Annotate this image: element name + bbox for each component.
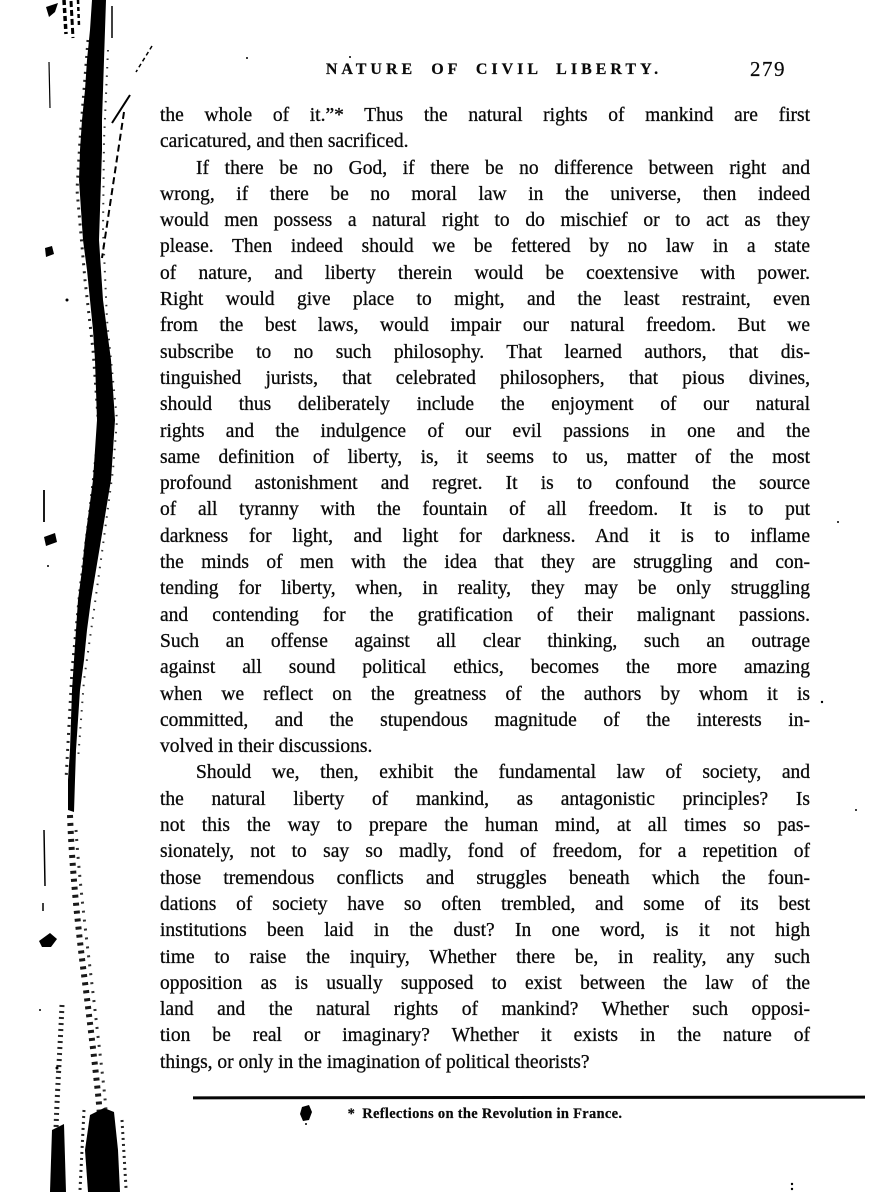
text-line: please. Then indeed should we be fettered by no law in a state bbox=[160, 236, 810, 258]
text-line: time to raise the inquiry, Whether there be, in reality, any such bbox=[160, 946, 810, 968]
text-line: committed, and the stupendous magnitude of the interests in- bbox=[160, 709, 810, 731]
text-line: subscribe to no such philosophy. That learned authors, that dis- bbox=[160, 341, 810, 363]
text-line: rights and the indulgence of our evil passions in one and the bbox=[160, 420, 810, 442]
text-line: would men possess a natural right to do mischief or to act as they bbox=[160, 210, 810, 232]
text-line: institutions been laid in the dust? In one word, is it not high bbox=[160, 920, 810, 942]
body-text bbox=[160, 103, 810, 1076]
text-line: tinguished jurists, that celebrated philosophers, that pious divines, bbox=[160, 367, 810, 389]
text-line: same definition of liberty, is, it seems to us, matter of the most bbox=[160, 446, 810, 468]
text-line: should thus deliberately include the enjoyment of our natural bbox=[160, 394, 810, 416]
footnote-text: Reflections on the Revolution in France. bbox=[362, 1106, 623, 1122]
text-line: sionately, not to say so madly, fond of freedom, for a repetition of bbox=[160, 841, 810, 863]
text-line: profound astonishment and regret. It is to confound the source bbox=[160, 473, 810, 495]
text-line: tending for liberty, when, in reality, they may be only struggling bbox=[160, 578, 810, 600]
paragraph bbox=[160, 760, 810, 1076]
text-line: not this the way to prepare the human mind, at all times so pas- bbox=[160, 815, 810, 837]
footnote-rule bbox=[193, 1096, 865, 1100]
footnote-marker: * bbox=[347, 1106, 356, 1122]
running-title: NATURE OF CIVIL LIBERTY. bbox=[325, 61, 663, 78]
text-line: and contending for the gratification of their malignant passions. bbox=[160, 604, 810, 626]
page-number: 279 bbox=[750, 57, 786, 81]
text-line: from the best laws, would impair our natural freedom. But we bbox=[160, 315, 810, 337]
footnote bbox=[160, 1106, 810, 1123]
text-line: darkness for light, and light for darkness. And it is to inflame bbox=[160, 525, 810, 547]
text-line: of nature, and liberty therein would be coextensive with power. bbox=[160, 262, 810, 284]
text-line: the natural liberty of mankind, as antagonistic principles? Is bbox=[160, 788, 810, 810]
text-line: wrong, if there be no moral law in the universe, then indeed bbox=[160, 183, 810, 205]
text-line: of all tyranny with the fountain of all freedom. It is to put bbox=[160, 499, 810, 521]
text-line: dations of society have so often trembled, and some of its best bbox=[160, 893, 810, 915]
text-line: the whole of it.”* Thus the natural rights of mankind are first bbox=[160, 105, 810, 126]
ink-smudge-artifact bbox=[68, 0, 115, 812]
text-line: things, or only in the imagination of political theorists? bbox=[160, 1051, 590, 1073]
text-line: those tremendous conflicts and struggles beneath which the foun- bbox=[160, 867, 810, 889]
text-line: If there be no God, if there be no difference between right and bbox=[196, 157, 810, 179]
text-line: Should we, then, exhibit the fundamental law of society, and bbox=[196, 762, 810, 784]
text-line: volved in their discussions. bbox=[160, 736, 373, 758]
paragraph bbox=[160, 103, 810, 156]
text-line: when we reflect on the greatness of the authors by whom it is bbox=[160, 683, 810, 705]
text-line: Such an offense against all clear thinking, such an outrage bbox=[160, 630, 810, 652]
text-line: Right would give place to might, and the least restraint, even bbox=[160, 289, 810, 311]
text-line: caricatured, and then sacrificed. bbox=[160, 131, 409, 153]
text-line: against all sound political ethics, becomes the more amazing bbox=[160, 657, 810, 679]
text-line: land and the natural rights of mankind? Whether such opposi- bbox=[160, 999, 810, 1021]
text-line: opposition as is usually supposed to exist between the law of the bbox=[160, 972, 810, 994]
paragraph bbox=[160, 156, 810, 761]
text-line: tion be real or imaginary? Whether it exists in the nature of bbox=[160, 1025, 810, 1047]
text-line: the minds of men with the idea that they are struggling and con- bbox=[160, 552, 810, 574]
